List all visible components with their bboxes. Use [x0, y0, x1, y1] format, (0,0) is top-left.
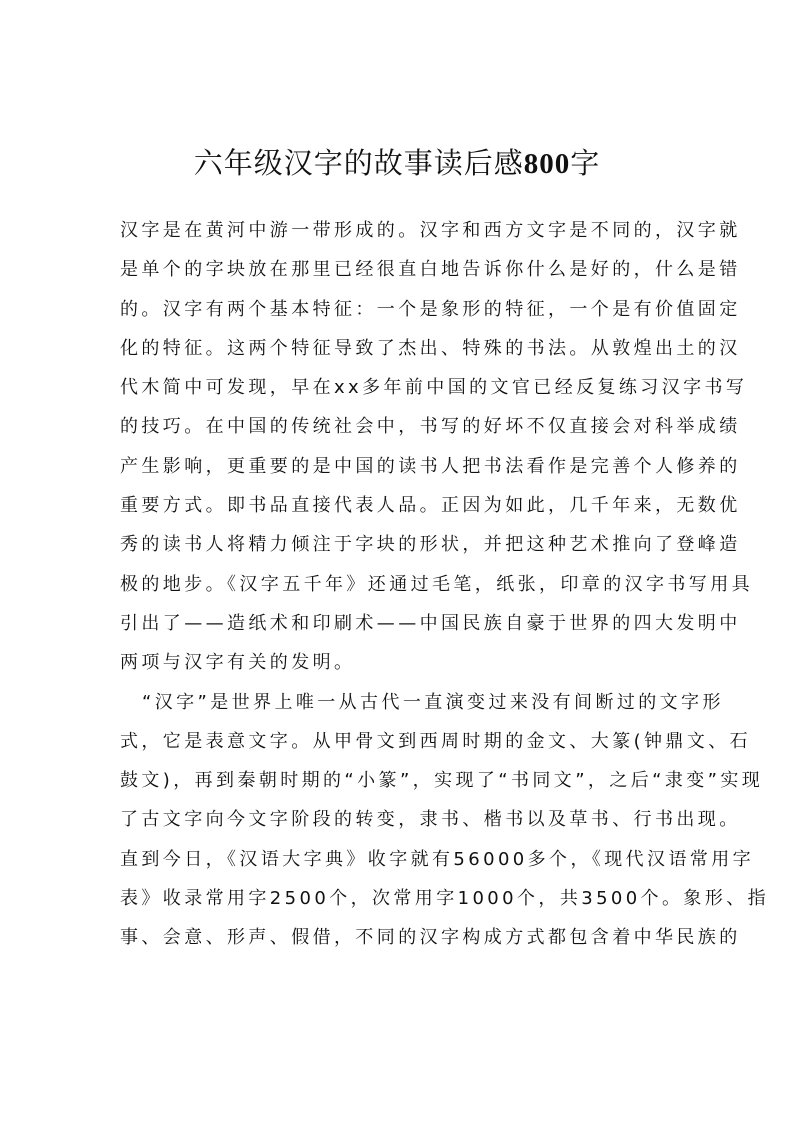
text-line: “汉字”是世界上唯一从古代一直演变过来没有间断过的文字形 [142, 691, 724, 713]
title-text: 六年级汉字的故事读后感 [193, 146, 524, 180]
text-line: 式，它是表意文字。从甲骨文到西周时期的金文、大篆(钟鼎文、石 [120, 730, 752, 752]
text-line: 代木简中可发现，早在xx多年前中国的文官已经反复练习汉字书写 [120, 377, 748, 399]
text-line: 的技巧。在中国的传统社会中，书写的好坏不仅直接会对科举成绩 [120, 416, 741, 438]
text-line: 鼓文)，再到秦朝时期的“小篆”，实现了“书同文”，之后“隶变”实现 [120, 770, 764, 792]
paragraph-1 [120, 219, 753, 691]
text-line: 事、会意、形声、假借，不同的汉字构成方式都包含着中华民族的 [120, 927, 741, 949]
document-title [0, 143, 794, 184]
text-line: 产生影响，更重要的是中国的读书人把书法看作是完善个人修养的 [120, 455, 741, 477]
text-line: 直到今日，《汉语大字典》收字就有56000多个，《现代汉语常用字 [120, 848, 755, 870]
text-line: 两项与汉字有关的发明。 [120, 652, 356, 674]
text-line: 秀的读书人将精力倾注于字块的形状，并把这种艺术推向了登峰造 [120, 534, 741, 556]
paragraph-2 [120, 691, 770, 966]
text-line: 引出了——造纸术和印刷术——中国民族自豪于世界的四大发明中 [120, 612, 741, 634]
text-line: 汉字是在黄河中游一带形成的。汉字和西方文字是不同的，汉字就 [120, 220, 741, 241]
title-number: 800 [523, 148, 571, 180]
text-line: 重要方式。即书品直接代表人品。正因为如此，几千年来，无数优 [120, 495, 741, 517]
text-line: 的。汉字有两个基本特征：一个是象形的特征，一个是有价值固定 [120, 298, 741, 320]
document-body [120, 219, 770, 966]
text-line: 化的特征。这两个特征导致了杰出、特殊的书法。从敦煌出土的汉 [120, 337, 741, 359]
text-line: 表》收录常用字2500个，次常用字1000个，共3500个。象形、指 [120, 888, 770, 910]
title-suffix: 字 [570, 146, 601, 180]
text-line: 了古文字向今文字阶段的转变，隶书、楷书以及草书、行书出现。 [120, 809, 741, 831]
text-line: 是单个的字块放在那里已经很直白地告诉你什么是好的，什么是错 [120, 259, 741, 281]
text-line: 极的地步。《汉字五千年》还通过毛笔，纸张，印章的汉字书写用具 [120, 573, 753, 595]
